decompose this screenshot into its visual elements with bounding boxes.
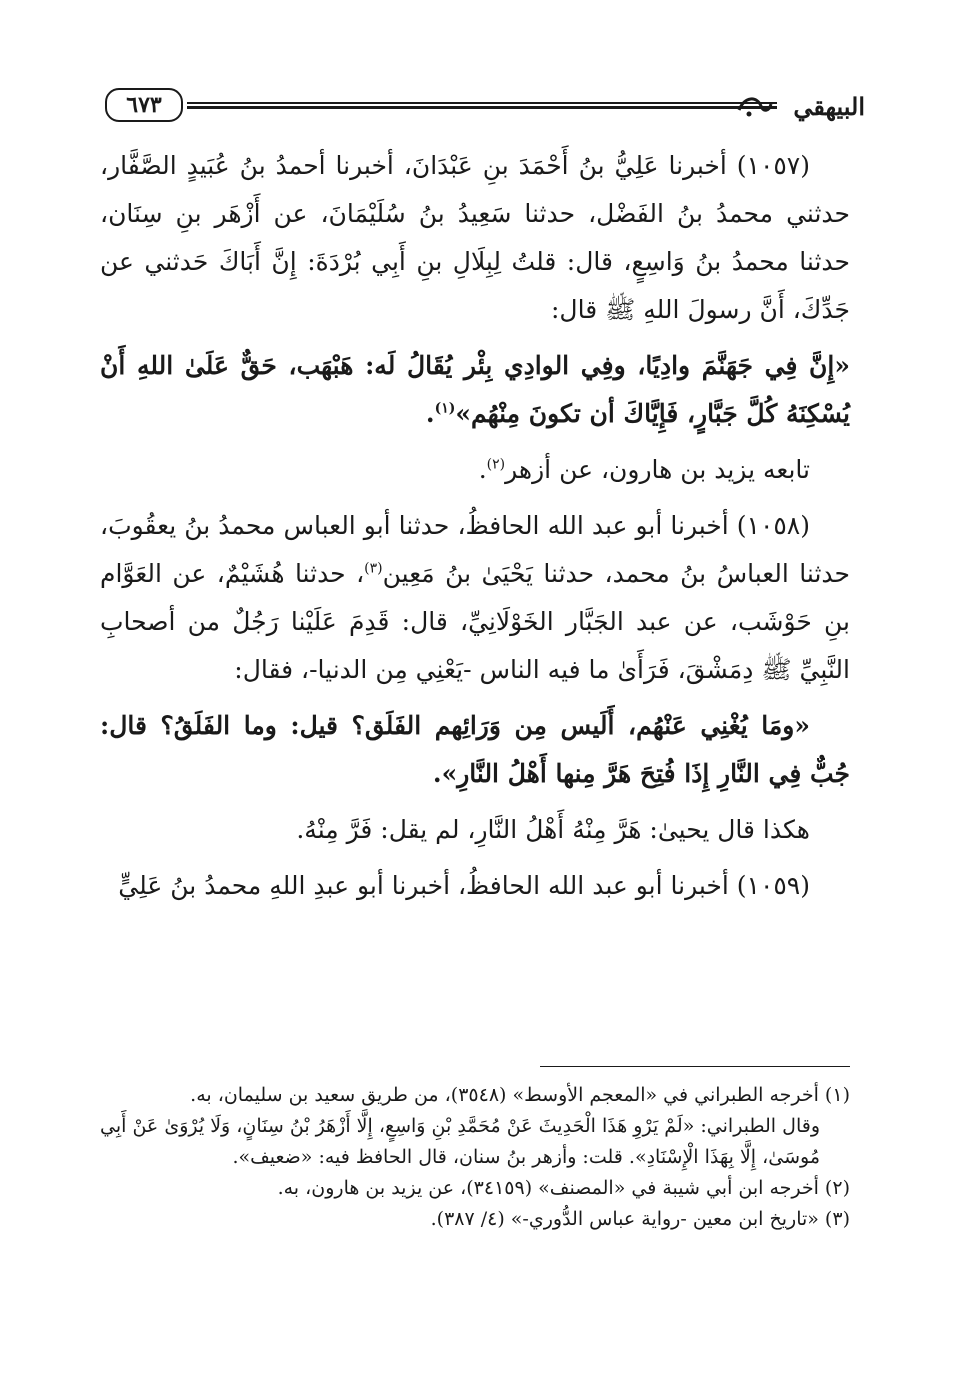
hadith-1057-note [100, 446, 850, 494]
paragraph-text: (١٠٥٨) أخبرنا أبو عبد الله الحافظُ، حدثنا أبو العباس محمدُ بنُ يعقُوبَ، حدثنا العباسُ بنُ محمد، حدثنا يَحْيَىٰ بنُ مَعِين [100, 511, 851, 588]
hadith-1057-matn [100, 342, 850, 438]
footnote-ref-2[interactable]: (٢) [486, 456, 506, 473]
footnote-divider [540, 1066, 850, 1067]
paragraph-text: (١٠٥٩) أخبرنا أبو عبد الله الحافظُ، أخبرنا أبو عبدِ اللهِ محمدُ بنُ عَلِيٍّ [118, 871, 810, 900]
hadith-1059-isnad [100, 862, 850, 910]
page-number: ٦٧٣ [105, 88, 183, 122]
paragraph-text: ، حدثنا هُشَيْمٌ، عن العَوَّام بنِ حَوْشَب، عن عبد الجَبَّار الخَوْلَانِيِّ، قال: قَدِمَ عَلَيْنا رَجُلٌ من أصحابِ النَّبِيِّ ﷺ دِمَشْقَ، فَرَأَىٰ ما فيه الناس -يَعْنِي مِن الدنيا-، فقال: [100, 559, 850, 684]
footnote-ref-1[interactable]: (١) [434, 400, 456, 417]
hadith-1058-matn [100, 702, 850, 798]
paragraph-text: هكذا قال يحيىٰ: هَرَّ مِنْهُ أَهْلُ النَّارِ، لم يقل: فَرَّ مِنْهُ. [296, 815, 810, 844]
book-title: البيهقي [793, 91, 865, 121]
footnote-1-continued: وقال الطبراني: «لَمْ يَرْوِ هَذَا الْحَدِيثَ عَنْ مُحَمَّدِ بْنِ وَاسِعٍ، إِلَّا أَزْهَرُ بْنُ سِنَانٍ، وَلَا يُرْوَىٰ عَنْ أَبِي مُوسَىٰ، إِلَّا بِهَذَا الْإِسْنَادِ». قلت: وأزهر بنُ سنان، قال الحافظ فيه: «ضعيف». [100, 1115, 820, 1168]
paragraph-text: تابعه يزيد بن هارون، عن أزهر [505, 455, 810, 484]
main-text [100, 142, 850, 910]
punctuation: . [425, 399, 435, 428]
hadith-text: «إِنَّ فِي جَهَنَّمَ وادِيًا، وفِي الوادِي بِئْر يُقَالُ لَه: هَبْهَب، حَقٌّ عَلَىٰ اللهِ أَنْ يُسْكِنَهُ كُلَّ جَبَّارٍ، فَإِيَّاكَ أن تكونَ مِنْهُم» [100, 351, 850, 428]
paragraph-text: (١٠٥٧) أخبرنا عَلِيُّ بنُ أَحْمَدَ بنِ عَبْدَانَ، أخبرنا أحمدُ بنُ عُبَيدٍ الصَّفَّار، حدثني محمدُ بنُ الفَضْل، حدثنا سَعِيدُ بنُ سُلَيْمَانَ، عن أَزْهَر بنِ سِنَان، حدثنا محمدُ بنُ وَاسِعٍ، قال: قلتُ لِبِلَالِ بنِ أَبِي بُرْدَةَ: إِنَّ أَبَاكَ حَدثني عن جَدِّكَ، أَنَّ رسولَ اللهِ ﷺ قال: [100, 151, 850, 324]
hadith-1058-note [100, 806, 850, 854]
punctuation: . [478, 455, 487, 484]
footnote-1: (١) أخرجه الطبراني في «المعجم الأوسط» (٣٥٤٨)، من طريق سعيد بن سليمان، به. [190, 1084, 850, 1106]
footnotes [100, 1080, 850, 1235]
hadith-1057-isnad [100, 142, 850, 334]
hadith-text: «ومَا يُغْنِي عَنْهُم، أَلَيس مِن وَرَائِهم الفَلَق؟ قيل: وما الفَلَقُ؟ قال: جُبٌّ فِي النَّارِ إِذَا فُتِحَ هَرَّ مِنها أَهْلُ النَّارِ». [100, 711, 850, 788]
hadith-1058-isnad [100, 502, 850, 694]
footnote-3: (٣) «تاريخ ابن معين -رواية عباس الدُّوري-» (٤/ ٣٨٧). [430, 1208, 850, 1230]
footnote-ref-3[interactable]: (٣) [364, 560, 383, 577]
footnote-2: (٢) أخرجه ابن أبي شيبة في «المصنف» (٣٤١٥٩)، عن يزيد بن هارون، به. [277, 1177, 850, 1199]
page-header [105, 86, 865, 126]
header-ornament-icon [735, 92, 775, 120]
header-rule [187, 102, 777, 109]
